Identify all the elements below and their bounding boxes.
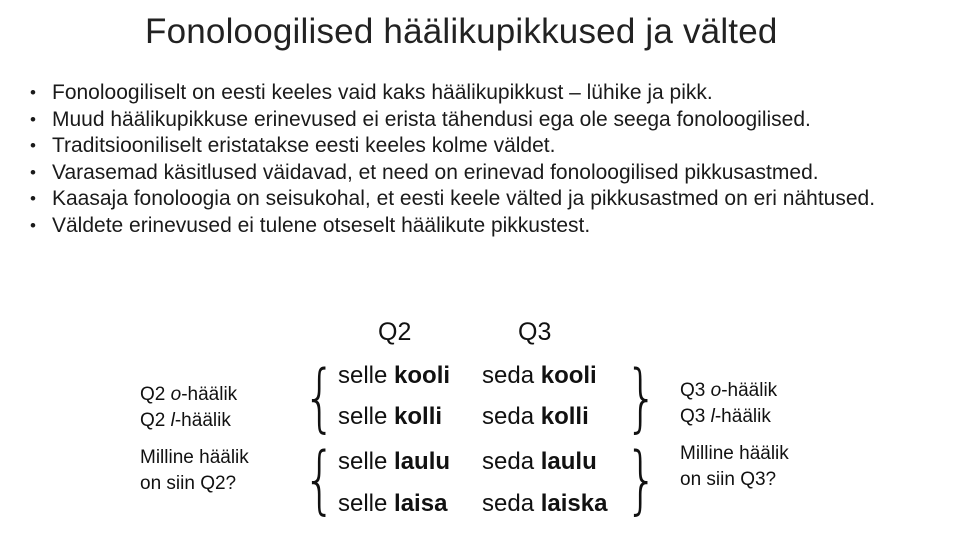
note-line xyxy=(140,382,237,408)
bullet-item xyxy=(30,213,940,240)
question-line: Milline häälik xyxy=(680,443,789,464)
word-plain: selle xyxy=(338,448,395,475)
note-prefix: Q3 xyxy=(680,406,711,427)
example-word-q3 xyxy=(482,403,589,431)
word-bold: kooli xyxy=(394,362,451,389)
bullet-text: Fonoloogiliselt on eesti keeles vaid kaks häälikupikkust – lühike ja pikk. xyxy=(52,81,713,104)
note-line xyxy=(140,408,237,434)
word-bold: laisa xyxy=(394,490,448,517)
word-plain: seda xyxy=(482,403,541,430)
note-prefix: Q2 xyxy=(140,384,171,405)
question-line: on siin Q2? xyxy=(140,473,237,494)
note-suffix: -häälik xyxy=(721,380,778,401)
word-bold: laulu xyxy=(540,448,597,475)
note-line xyxy=(680,378,777,404)
question-line: on siin Q3? xyxy=(680,469,777,490)
bullet-list xyxy=(30,80,940,239)
note-letter: o xyxy=(710,380,722,401)
word-plain: seda xyxy=(482,490,541,517)
bullet-glyph: • xyxy=(30,109,36,129)
left-notes-question xyxy=(140,445,249,497)
word-bold: kolli xyxy=(394,403,443,430)
bullet-glyph: • xyxy=(30,162,36,182)
note-prefix: Q2 xyxy=(140,410,171,431)
example-word-q2 xyxy=(338,448,450,476)
example-word-q2 xyxy=(338,403,442,431)
bullet-item xyxy=(30,80,940,107)
left-notes-vowel-consonant xyxy=(140,382,237,434)
bullet-item xyxy=(30,160,940,187)
note-prefix: Q3 xyxy=(680,380,711,401)
word-bold: laulu xyxy=(394,448,451,475)
note-suffix: -häälik xyxy=(181,384,238,405)
word-bold: kooli xyxy=(540,362,597,389)
example-word-q2 xyxy=(338,362,450,390)
right-brace-icon: } xyxy=(625,437,659,523)
slide-title: Fonoloogilised häälikupikkused ja välted xyxy=(145,12,778,51)
bullet-text: Kaasaja fonoloogia on seisukohal, et eesti keele välted ja pikkusastmed on eri nähtused. xyxy=(52,187,876,210)
bullet-text: Muud häälikupikkuse erinevused ei erista tähendusi ega ole seega fonoloogilised. xyxy=(52,107,811,131)
bullet-item xyxy=(30,186,940,213)
right-brace-icon: } xyxy=(625,355,659,441)
note-suffix: -häälik xyxy=(714,406,771,427)
bullet-glyph: • xyxy=(30,215,36,235)
bullet-item xyxy=(30,107,940,134)
word-plain: seda xyxy=(482,362,541,389)
word-bold: laiska xyxy=(540,490,608,517)
bullet-item xyxy=(30,133,940,160)
bullet-glyph: • xyxy=(30,189,36,208)
column-header-q2: Q2 xyxy=(378,318,412,346)
example-word-q3 xyxy=(482,362,597,390)
left-brace-icon: { xyxy=(303,355,337,441)
note-letter: l xyxy=(710,406,715,427)
bullet-text: Väldete erinevused ei tulene otseselt häälikute pikkustest. xyxy=(52,213,591,237)
note-letter: l xyxy=(170,410,175,431)
bullet-text: Varasemad käsitlused väidavad, et need on erinevad fonoloogilised pikkusastmed. xyxy=(52,160,819,184)
bullet-text: Traditsiooniliselt eristatakse eesti keeles kolme väldet. xyxy=(52,134,556,157)
word-plain: selle xyxy=(338,362,395,389)
word-plain: selle xyxy=(338,403,395,430)
word-plain: seda xyxy=(482,448,541,475)
example-word-q3 xyxy=(482,448,597,476)
question-line: Milline häälik xyxy=(140,447,249,468)
right-notes-vowel-consonant xyxy=(680,378,777,430)
bullet-glyph: • xyxy=(30,83,36,102)
note-line xyxy=(680,404,777,430)
word-plain: selle xyxy=(338,490,395,517)
note-letter: o xyxy=(170,384,182,405)
example-word-q2 xyxy=(338,490,447,518)
column-header-q3: Q3 xyxy=(518,318,552,346)
left-brace-icon: { xyxy=(303,437,337,523)
bullet-glyph: • xyxy=(30,136,36,155)
example-word-q3 xyxy=(482,490,607,518)
note-suffix: -häälik xyxy=(174,410,231,431)
word-bold: kolli xyxy=(540,403,589,430)
right-notes-question xyxy=(680,441,789,493)
